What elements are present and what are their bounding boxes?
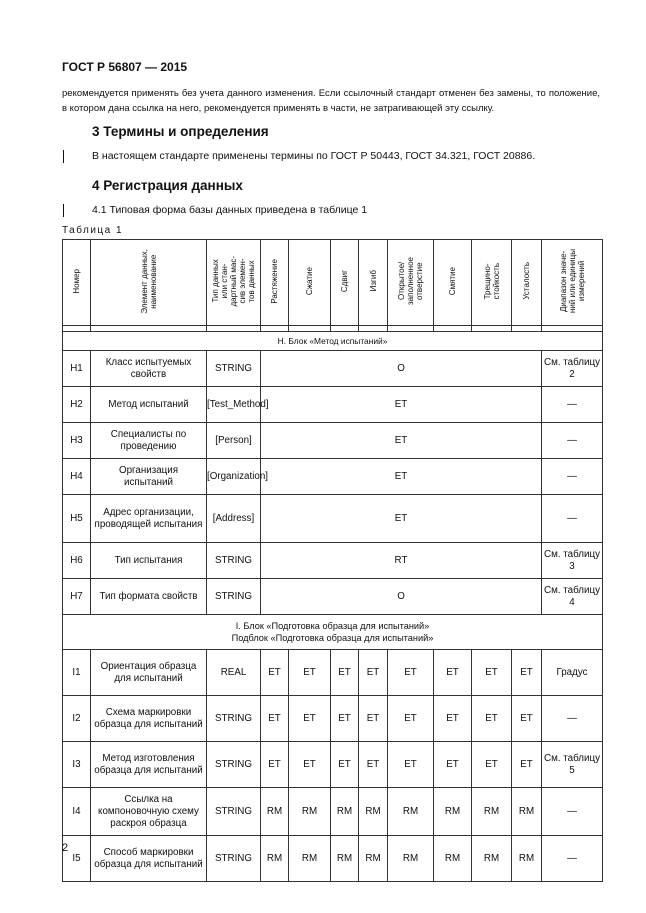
block-i-row [63, 615, 603, 650]
section-4-text: 4.1 Типовая форма базы данных приведена в таблице 1 [92, 204, 368, 216]
table-row: Н6 Тип испытания STRING RT См. таблицу 3 [63, 543, 603, 579]
col-hole: Открытое/ заполненное отверстие [388, 240, 434, 326]
table-row: I5 Способ маркировки образца для испытаний STRING RM RM RM RM RM RM RM RM — [63, 836, 603, 882]
col-type: Тип данных или стан- дартный мас- сив элемен- тов данных [207, 240, 261, 326]
col-bending: Изгиб [359, 240, 388, 326]
intro-paragraph: рекомендуется применять без учета данного изменения. Если ссылочный стандарт отменен без замены, то положение, в котором дана ссылка на него, рекомендуется применять в части, не затрагивающей эту ссылку. [62, 88, 600, 114]
col-shear: Сдвиг [331, 240, 359, 326]
col-range: Диапазон значе- ний или единицы измерений [542, 240, 603, 326]
block-h-row [63, 332, 603, 351]
header-row [63, 240, 603, 326]
col-number: Номер [63, 240, 91, 326]
page-number: 2 [62, 842, 69, 854]
table-row: I2 Схема маркировки образца для испытаний STRING ET ET ET ET ET ET ET ET — [63, 696, 603, 742]
page-header: ГОСТ Р 56807 — 2015 [62, 60, 188, 74]
table-row: I3 Метод изготовления образца для испытаний STRING ET ET ET ET ET ET ET ET См. таблицу 5 [63, 742, 603, 788]
table-row: I4 Ссылка на компоновочную схему раскроя образца STRING RM RM RM RM RM RM RM RM — [63, 788, 603, 836]
change-bar [63, 150, 64, 163]
table-row: Н3 Специалисты по проведению [Person] ЕТ — [63, 423, 603, 459]
data-table [62, 239, 603, 882]
block-h-title: Н. Блок «Метод испытаний» [63, 332, 603, 351]
change-bar [63, 204, 64, 217]
table-row: Н5 Адрес организации, проводящей испытания [Address] ЕТ — [63, 495, 603, 543]
table-row: Н7 Тип формата свойств STRING О См. таблицу 4 [63, 579, 603, 615]
table-row: Н1 Класс испытуемых свойств STRING О См. таблицу 2 [63, 351, 603, 387]
table-caption: Таблица 1 [62, 225, 124, 236]
col-fatigue: Усталость [512, 240, 542, 326]
block-i-title: I. Блок «Подготовка образца для испытаний» Подблок «Подготовка образца для испытаний» [63, 615, 603, 650]
table-row: I1 Ориентация образца для испытаний REAL ET ET ET ET ET ET ET ET Градус [63, 650, 603, 696]
section-3-text: В настоящем стандарте применены термины по ГОСТ Р 50443, ГОСТ 34.321, ГОСТ 20886. [92, 150, 536, 162]
table-row: Н4 Организация испытаний [Organization] ЕТ — [63, 459, 603, 495]
col-compression: Сжатие [289, 240, 331, 326]
section-3-title: 3 Термины и определения [92, 124, 269, 139]
col-element: Элемент данных, наименование [91, 240, 207, 326]
col-crack: Трещино- стойкость [472, 240, 512, 326]
col-tension: Растяжение [261, 240, 289, 326]
section-4-title: 4 Регистрация данных [92, 178, 243, 193]
col-bearing: Смятие [434, 240, 472, 326]
table-row: Н2 Метод испытаний [Test_Method] ЕТ — [63, 387, 603, 423]
